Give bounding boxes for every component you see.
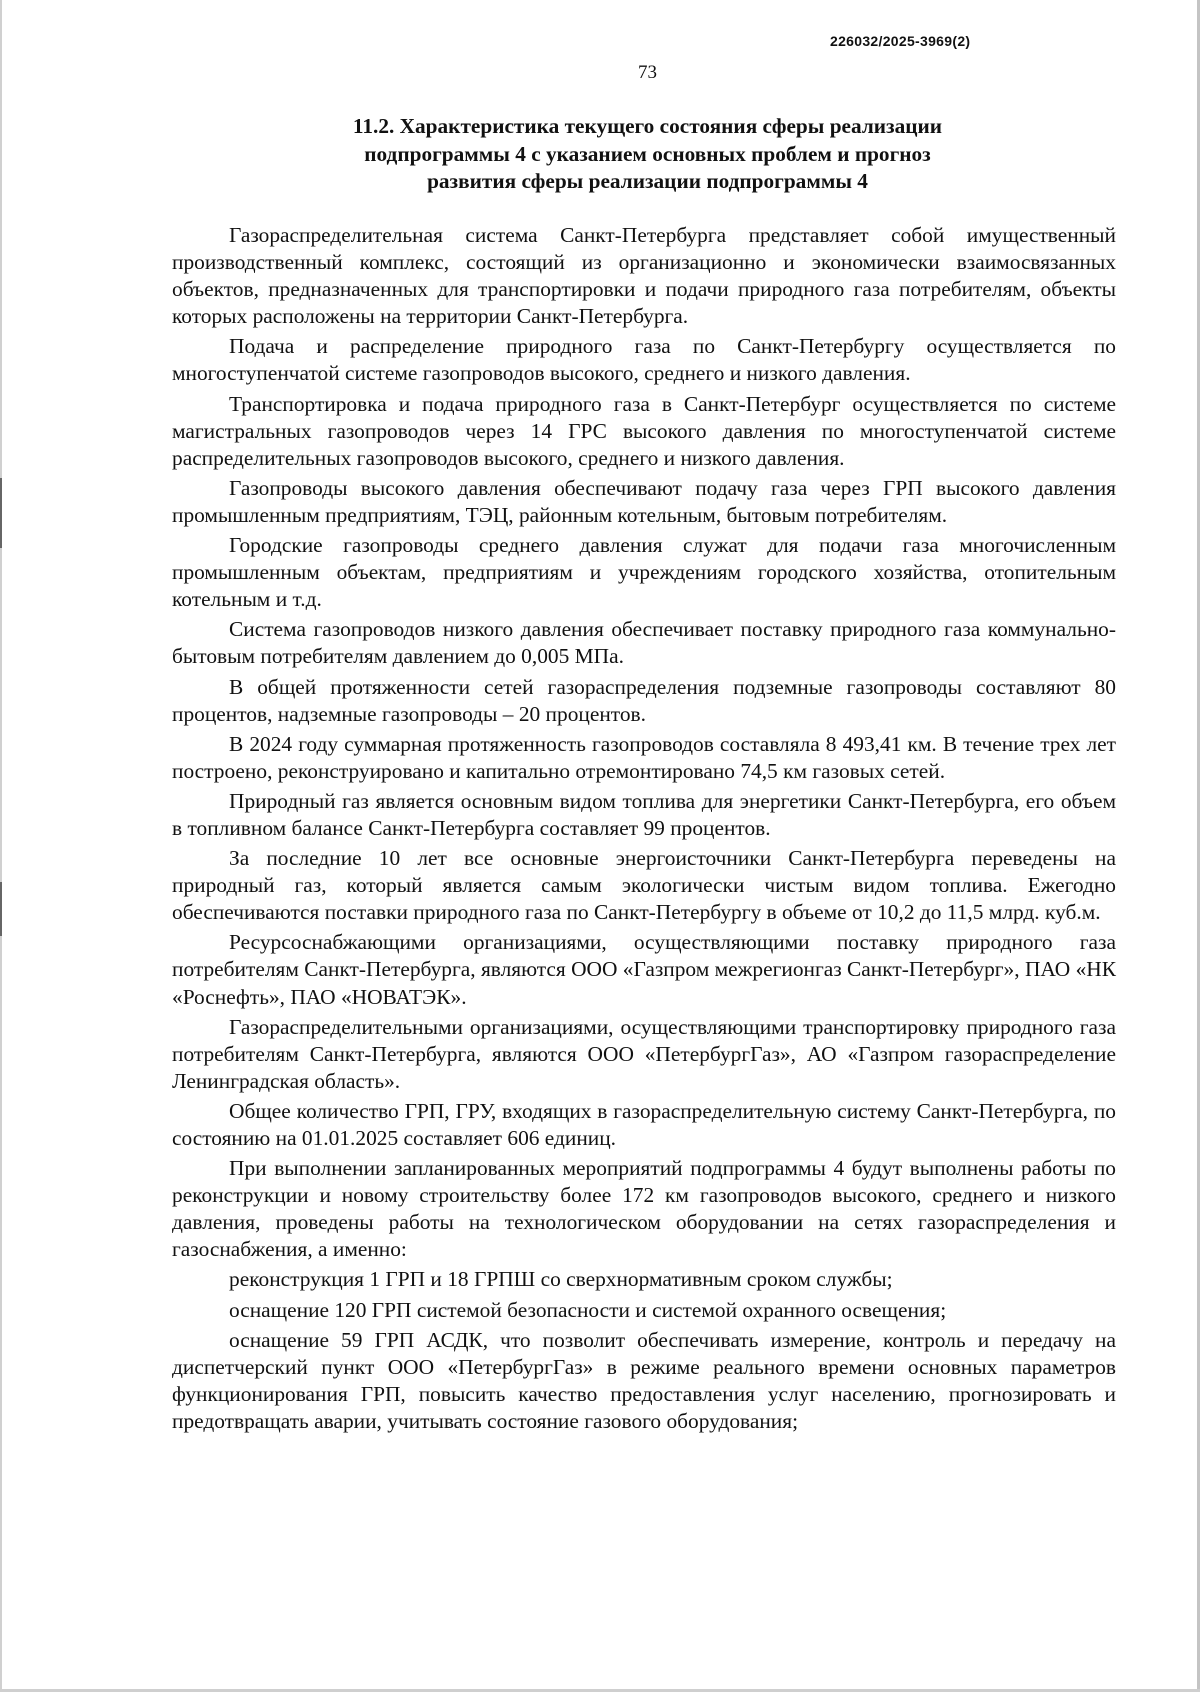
paragraph: Подача и распределение природного газа по Санкт-Петербургу осуществляется по многоступенчатой системе газопроводов высокого, среднего и низкого давления.	[172, 334, 1116, 386]
list-item: оснащение 120 ГРП системой безопасности и системой охранного освещения;	[229, 1297, 947, 1322]
list-item: реконструкция 1 ГРП и 18 ГРПШ со сверхнормативным сроком службы;	[229, 1267, 893, 1292]
heading-line: развития сферы реализации подпрограммы 4	[427, 169, 868, 193]
paragraph: Общее количество ГРП, ГРУ, входящих в газораспределительную систему Санкт-Петербурга, по состоянию на 01.01.2025 составляет 606 единиц.	[172, 1098, 1116, 1150]
paragraph: При выполнении запланированных мероприятий подпрограммы 4 будут выполнены работы по реконструкции и новому строительству более 172 км газопроводов высокого, среднего и низкого давления, проведены работы на технологическом оборудовании на сетях газораспределения и газоснабжения, а именно:	[172, 1156, 1116, 1262]
section-heading	[250, 113, 1045, 196]
paragraph: Система газопроводов низкого давления обеспечивает поставку природного газа коммунально-бытовым потребителям давлением до 0,005 МПа.	[172, 617, 1116, 669]
document-code: 226032/2025-3969(2)	[830, 33, 971, 49]
scan-margin-mark	[0, 882, 2, 936]
heading-line: подпрограммы 4 с указанием основных проблем и прогноз	[364, 141, 931, 166]
scan-edge-left	[0, 0, 2, 1692]
paragraph: В 2024 году суммарная протяженность газопроводов составляла 8 493,41 км. В течение трех лет построено, реконструировано и капитально отремонтировано 74,5 км газовых сетей.	[172, 731, 1116, 783]
paragraph: В общей протяженности сетей газораспределения подземные газопроводы составляют 80 процентов, надземные газопроводы – 20 процентов.	[172, 674, 1116, 726]
page-number: 73	[638, 62, 657, 83]
paragraph: Городские газопроводы среднего давления служат для подачи газа многочисленным промышленным объектам, предприятиям и учреждениям городского хозяйства, отопительным котельным и т.д.	[172, 533, 1116, 612]
paragraph: Природный газ является основным видом топлива для энергетики Санкт-Петербурга, его объем в топливном балансе Санкт-Петербурга составляет 99 процентов.	[172, 788, 1116, 840]
body-text	[172, 222, 1116, 1438]
list-item: оснащение 59 ГРП АСДК, что позволит обеспечивать измерение, контроль и передачу на диспетчерский пункт ООО «ПетербургГаз» в режиме реального времени основных параметров функционирования ГРП, повысить качество предоставления услуг населению, прогнозировать и предотвращать аварии, учитывать состояние газового оборудования;	[172, 1327, 1116, 1433]
paragraph: Газораспределительная система Санкт-Петербурга представляет собой имущественный производственный комплекс, состоящий из организационно и экономически взаимосвязанных объектов, предназначенных для транспортировки и подачи природного газа потребителям, объекты которых расположены на территории Санкт-Петербурга.	[172, 223, 1116, 329]
paragraph: Ресурсоснабжающими организациями, осуществляющими поставку природного газа потребителям Санкт-Петербурга, являются ООО «Газпром межрегионгаз Санкт-Петербург», ПАО «НК «Роснефть», ПАО «НОВАТЭК».	[172, 930, 1116, 1009]
paragraph: Газораспределительными организациями, осуществляющими транспортировку природного газа потребителям Санкт-Петербурга, являются ООО «ПетербургГаз», АО «Газпром газораспределение Ленинградская область».	[172, 1014, 1116, 1093]
scan-margin-mark	[0, 478, 2, 548]
heading-line: 11.2. Характеристика текущего состояния сферы реализации	[352, 114, 943, 138]
paragraph: За последние 10 лет все основные энергоисточники Санкт-Петербурга переведены на природный газ, который является самым экологически чистым видом топлива. Ежегодно обеспечиваются поставки природного газа по Санкт-Петербургу в объеме от 10,2 до 11,5 млрд. куб.м.	[172, 846, 1116, 925]
paragraph: Газопроводы высокого давления обеспечивают подачу газа через ГРП высокого давления промышленным предприятиям, ТЭЦ, районным котельным, бытовым потребителям.	[172, 475, 1116, 527]
paragraph: Транспортировка и подача природного газа в Санкт-Петербург осуществляется по системе магистральных газопроводов через 14 ГРС высокого давления по многоступенчатой системе распределительных газопроводов высокого, среднего и низкого давления.	[172, 391, 1116, 470]
